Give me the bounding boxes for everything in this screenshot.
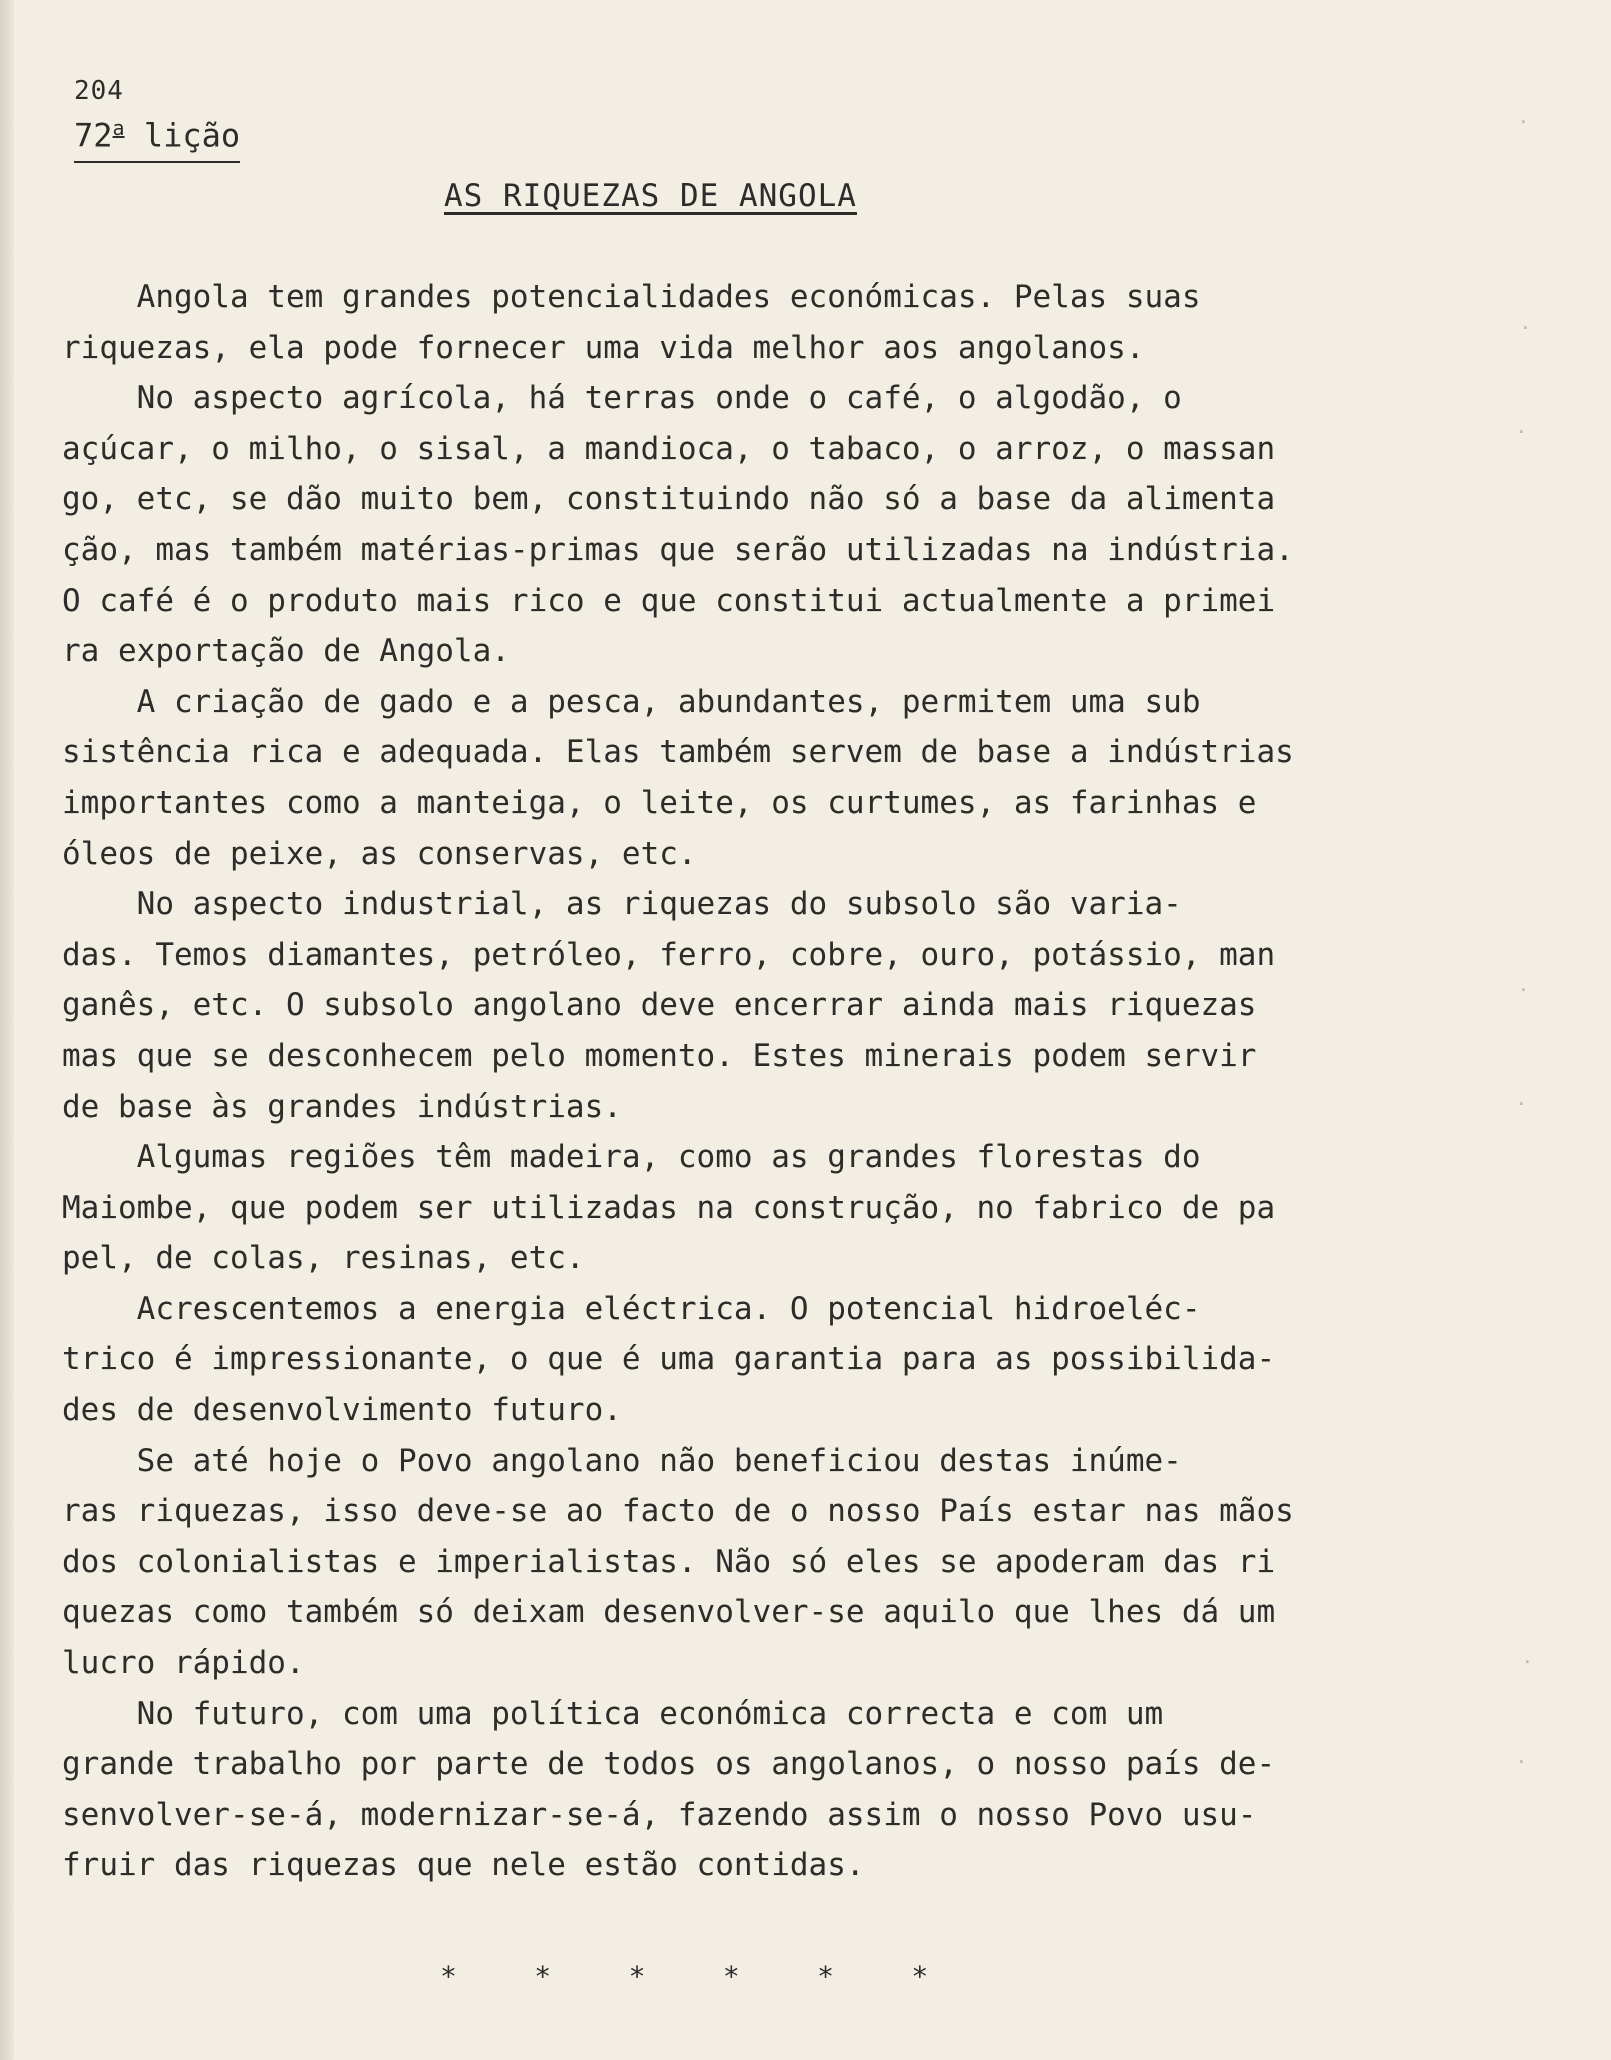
text-line: Algumas regiões têm madeira, como as grandes florestas do [62,1139,1201,1176]
text-line: de base às grandes indústrias. [62,1088,622,1125]
text-line: senvolver-se-á, modernizar-se-á, fazendo assim o nosso Povo usu- [62,1796,1257,1833]
text-line: importantes como a manteiga, o leite, os curtumes, as farinhas e [62,784,1257,821]
text-line: ganês, etc. O subsolo angolano deve encerrar ainda mais riquezas [62,987,1257,1024]
closing-stars: * * * * * * [440,1960,931,1993]
text-line: ção, mas também matérias-primas que serão utilizadas na indústria. [62,531,1294,568]
lesson-ordinal: a [112,116,125,140]
text-line: O café é o produto mais rico e que constitui actualmente a primei [62,582,1276,619]
text-line: go, etc, se dão muito bem, constituindo não só a base da alimenta [62,481,1276,518]
text-line: ras riquezas, isso deve-se ao facto de o nosso País estar nas mãos [62,1493,1294,1530]
text-line: trico é impressionante, o que é uma garantia para as possibilida- [62,1341,1276,1378]
text-line: quezas como também só deixam desenvolver-se aquilo que lhes dá um [62,1594,1276,1631]
text-line: No aspecto agrícola, há terras onde o café, o algodão, o [62,380,1182,417]
text-line: óleos de peixe, as conservas, etc. [62,835,697,872]
margin-speck: · [1520,318,1531,339]
text-line: mas que se desconhecem pelo momento. Estes minerais podem servir [62,1037,1257,1074]
text-line: No aspecto industrial, as riquezas do subsolo são varia- [62,886,1182,923]
text-line: ra exportação de Angola. [62,633,510,670]
text-line: Angola tem grandes potencialidades económicas. Pelas suas [62,279,1201,315]
page-left-edge [0,0,14,2060]
text-line: des de desenvolvimento futuro. [62,1392,622,1429]
body-text [62,272,1362,1891]
margin-speck: · [1518,980,1529,1001]
lesson-number: 72 [74,116,113,155]
lesson-heading [74,116,240,163]
text-line: riquezas, ela pode fornecer uma vida melhor aos angolanos. [62,329,1145,366]
text-line: dos colonialistas e imperialistas. Não só eles se apoderam das ri [62,1543,1276,1580]
text-line: sistência rica e adequada. Elas também servem de base a indústrias [62,734,1294,771]
page-title: AS RIQUEZAS DE ANGOLA [444,178,857,214]
text-line: Se até hoje o Povo angolano não beneficiou destas inúme- [62,1442,1182,1479]
text-line: A criação de gado e a pesca, abundantes, permitem uma sub [62,683,1201,720]
text-line: Maiombe, que podem ser utilizadas na construção, no fabrico de pa [62,1189,1276,1226]
text-line: pel, de colas, resinas, etc. [62,1240,585,1277]
margin-speck: · [1518,112,1529,133]
text-line: No futuro, com uma política económica correcta e com um [62,1695,1164,1732]
text-line: grande trabalho por parte de todos os angolanos, o nosso país de- [62,1746,1276,1783]
margin-speck: · [1516,1094,1527,1115]
text-line: açúcar, o milho, o sisal, a mandioca, o tabaco, o arroz, o massan [62,430,1276,467]
text-line: das. Temos diamantes, petróleo, ferro, cobre, ouro, potássio, man [62,936,1276,973]
lesson-word: lição [143,116,241,155]
page-number: 204 [74,76,124,106]
text-line: Acrescentemos a energia eléctrica. O potencial hidroeléc- [62,1290,1201,1327]
margin-speck: · [1522,1652,1533,1673]
margin-speck: · [1516,422,1527,443]
margin-speck: · [1516,1752,1527,1773]
text-line: fruir das riquezas que nele estão contidas. [62,1847,865,1884]
text-line: lucro rápido. [62,1645,305,1682]
